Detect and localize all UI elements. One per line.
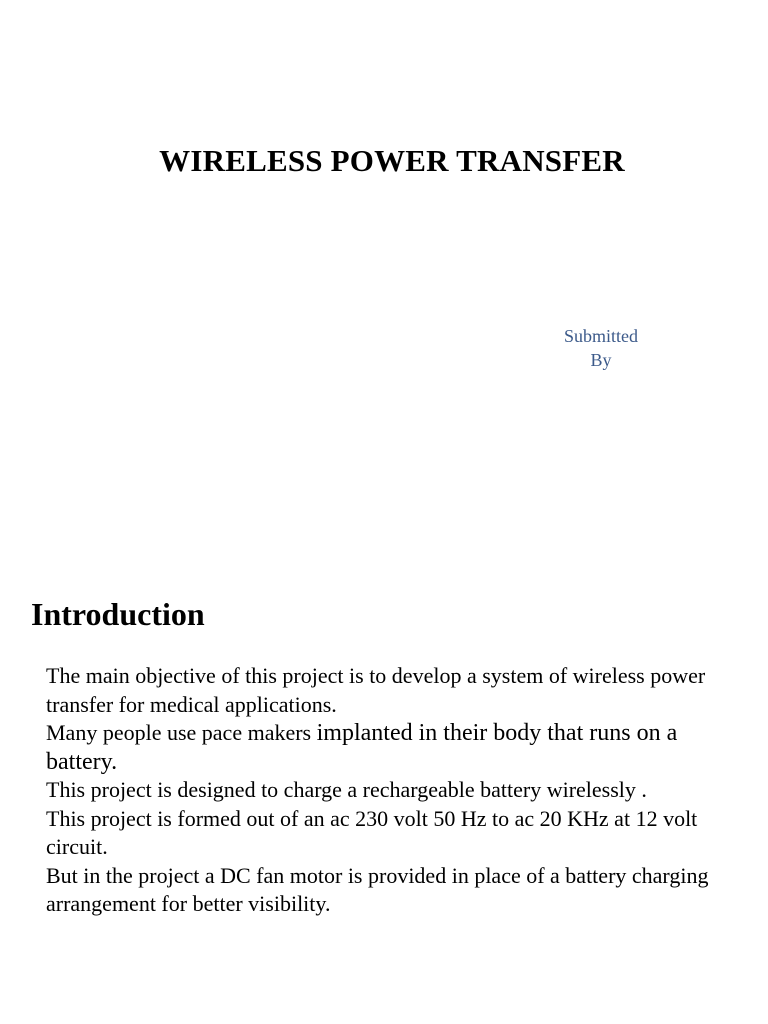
paragraph-objective: The main objective of this project is to develop a system of wireless power transfer for medical applications. — [46, 663, 706, 717]
introduction-body — [46, 662, 736, 919]
submitted-label: Submitted — [563, 326, 638, 346]
paragraph-pacemakers-rest: implanted in their body that runs on a battery. — [46, 720, 678, 775]
paragraph-fan-motor: But in the project a DC fan motor is provided in place of a battery charging arrangement for better visibility. — [46, 862, 709, 916]
paragraph-circuit: This project is formed out of an ac 230 volt 50 Hz to ac 20 KHz at 12 volt circuit. — [46, 805, 698, 859]
by-label: By — [590, 350, 612, 370]
page-title: WIRELESS POWER TRANSFER — [159, 143, 625, 178]
submitted-by-block — [541, 324, 661, 372]
paragraph-pacemakers-start: Many people use pace makers — [46, 720, 317, 745]
section-heading-introduction: Introduction — [31, 596, 205, 632]
paragraph-design: This project is designed to charge a rechargeable battery wirelessly . — [46, 777, 647, 802]
paragraph-pacemakers — [46, 719, 736, 776]
